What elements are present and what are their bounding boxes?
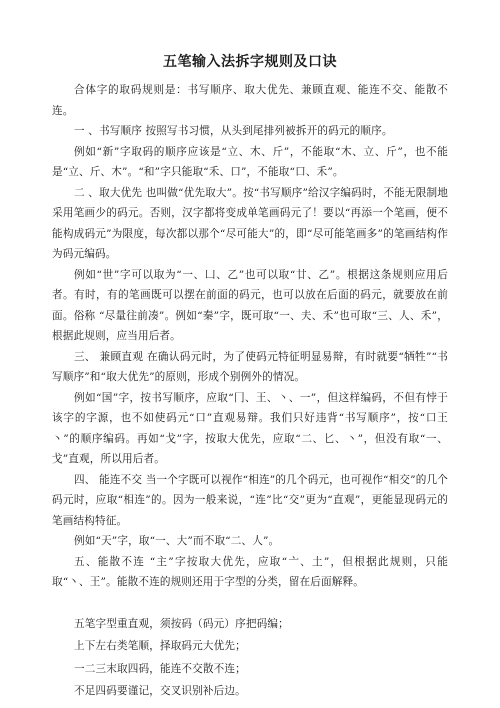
section-spacer xyxy=(52,593,448,613)
verse-line: 上下左右类笔顺，择取码元大优先； xyxy=(74,640,246,652)
verse-line: 不足四码要谨记，交叉识别补后边。 xyxy=(74,685,246,697)
paragraph-rule-4: 四、 能连不交 当一个字既可以视作“相连”的几个码元，也可视作“相交”的几个码元时，应取“相连”的。因为一般来说，“连”比“交”更为“直观”，更能显现码元的笔画结构特征。 xyxy=(52,473,448,527)
paragraph-rule-3: 三、 兼顾直观 在确认码元时，为了使码元特征明显易辩，有时就要“牺牲”“书写顺序”和“取大优先”的原则，形成个别例外的情况。 xyxy=(52,350,448,383)
paragraph-intro: 合体字的取码规则是：书写顺序、取大优先、兼顾直观、能连不交、能散不连。 xyxy=(52,84,448,117)
paragraph-rule-1: 一 、书写顺序 按照写书习惯，从头到尾排列被拆开的码元的顺序。 xyxy=(74,125,393,137)
verse-line: 一二三末取四码，能连不交散不连； xyxy=(74,662,246,675)
document-title: 五笔输入法拆字规则及口诀 xyxy=(163,54,337,70)
paragraph-rule-2: 二 、取大优先 也叫做“优先取大”。按“书写顺序”给汉字编码时，不能无限制地采用笔画少的码元。否则，汉字都将变成单笔画码元了！要以“再添一个笔画，便不能构成码元”为限度，每次都以那个“尽可能大”的，即“尽可能笔画多”的笔画结构作为码元编码。 xyxy=(52,186,448,260)
paragraph-rule-3-example: 例如“国”字，按书写顺序，应取“冂、王、丶、一”，但这样编码，不但有悖于该字的字源，也不如使码元“口”直观易辩。我们只好违背“书写顺序”，按“口王丶”的顺序编码。再如“戈”字，按取大优先，应取“二、匕、丶”，但没有取“一、戈”直观，所以用后者。 xyxy=(52,391,448,465)
paragraph-rule-2-example: 例如“世”字可以取为“一、凵、乙”也可以取“廿、乙”。根据这条规则应用后者。有时，有的笔画既可以摆在前面的码元，也可以放在后面的码元，就要放在前面。俗称 “尽量往前凑”。例如“秦”字，既可取“一、夫、禾”也可取“三、人、禾”，根据此规则，应当用后者。 xyxy=(52,268,448,342)
paragraph-rule-1-example: 例如“新”字取码的顺序应该是“立、木、斤”，不能取“木、立、斤”，也不能是“立、斤、木”。“和”字只能取“禾、口”，不能取“口、禾”。 xyxy=(52,145,448,178)
paragraph-rule-4-example: 例如“天”字，取“一、大”而不取“二、人”。 xyxy=(74,535,280,547)
verse-line: 五笔字型重直观，须按码（码元）序把码编； xyxy=(74,617,289,630)
paragraph-rule-5: 五、能散不连 “主”字按取大优先，应取“亠、土”，但根据此规则，只能取“丶、王”。能散不连的规则还用于字型的分类，留在后面解释。 xyxy=(52,555,448,588)
